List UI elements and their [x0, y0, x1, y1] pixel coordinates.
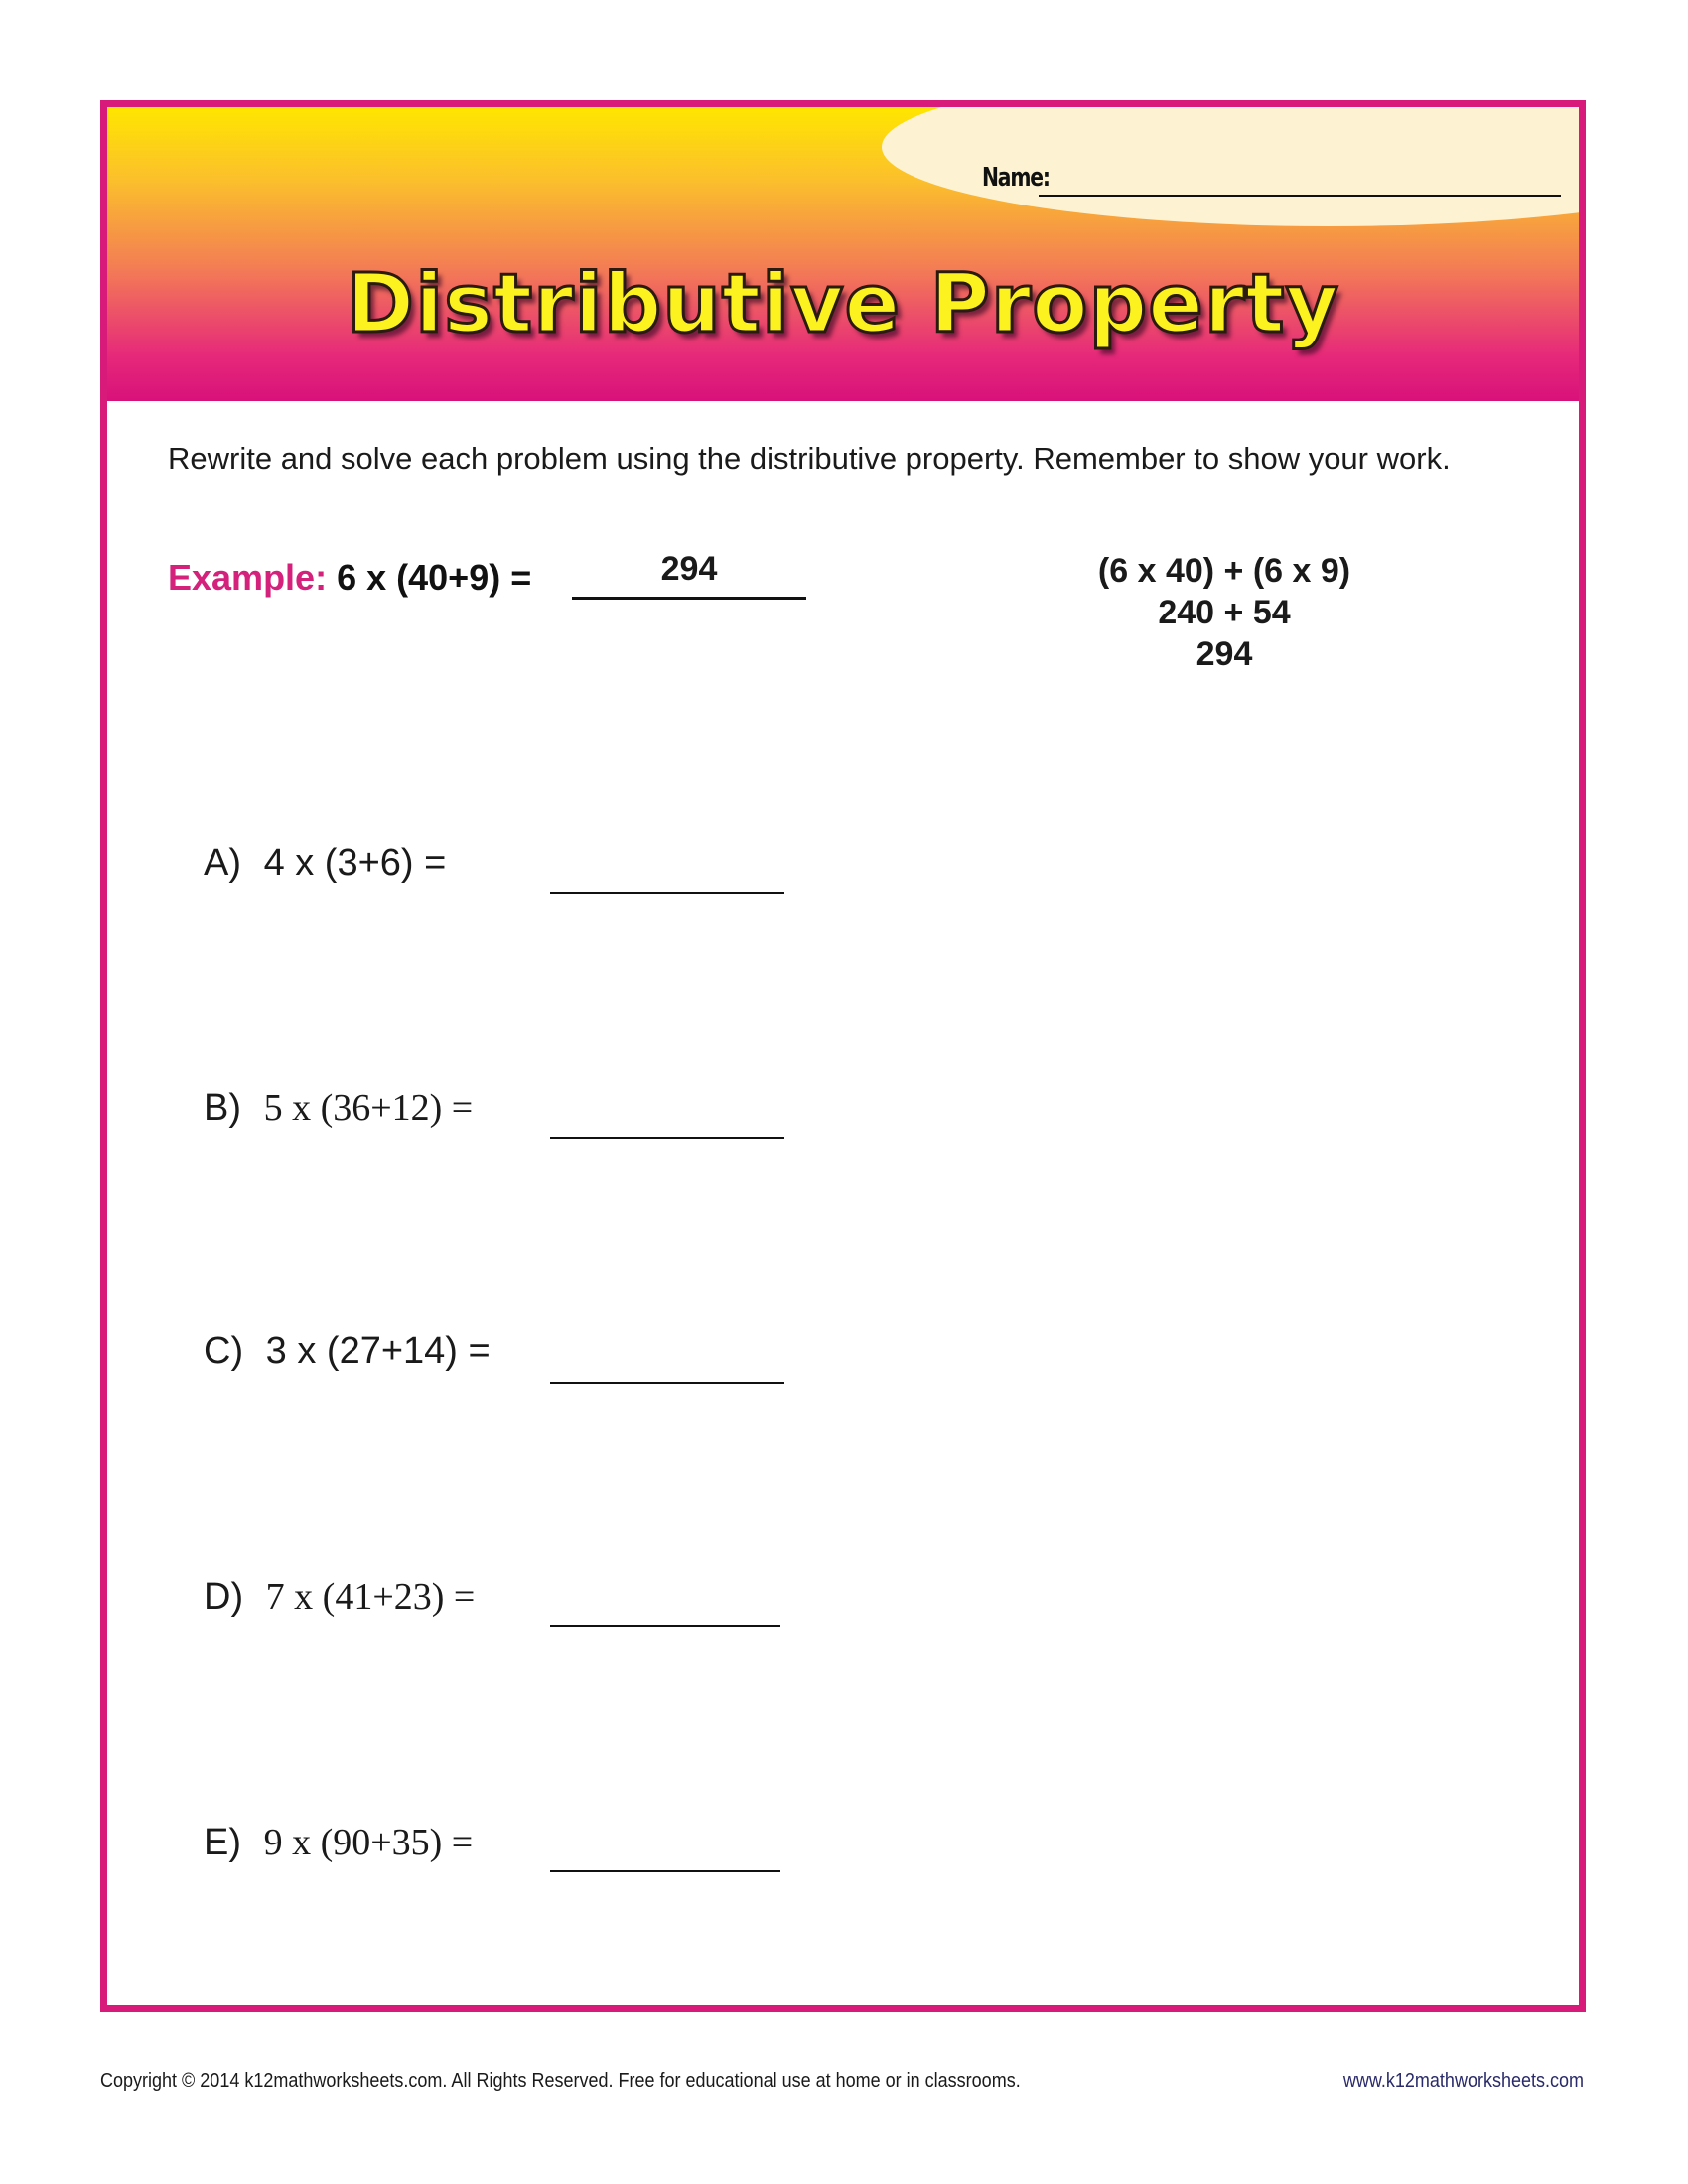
answer-line-e[interactable] — [550, 1870, 780, 1872]
example-expression: 6 x (40+9) = — [337, 557, 532, 598]
answer-line-d[interactable] — [550, 1625, 780, 1627]
problem-expression: 7 x (41+23) = — [265, 1576, 476, 1618]
problem-letter: C) — [204, 1330, 244, 1372]
header-banner — [107, 107, 1579, 401]
problem-b — [204, 1086, 473, 1130]
example-label: Example: — [168, 557, 328, 598]
problem-expression: 3 x (27+14) = — [265, 1330, 491, 1372]
instructions: Rewrite and solve each problem using the distributive property. Remember to show your work. — [168, 441, 1451, 476]
example-work-line: (6 x 40) + (6 x 9) — [1097, 552, 1351, 590]
example-work-line: 240 + 54 — [1158, 594, 1291, 631]
problem-letter: E) — [204, 1822, 241, 1863]
worksheet-body — [107, 401, 1579, 2005]
answer-line-b[interactable] — [550, 1137, 784, 1139]
problem-expression: 9 x (90+35) = — [263, 1822, 474, 1863]
problem-d — [204, 1575, 475, 1619]
name-field-line[interactable] — [1039, 195, 1561, 197]
problem-expression: 5 x (36+12) = — [263, 1087, 474, 1129]
example-work-line: 294 — [1196, 635, 1253, 673]
problem-c — [204, 1330, 491, 1373]
answer-line-a[interactable] — [550, 892, 784, 894]
example-answer: 294 — [572, 552, 806, 600]
worksheet-frame — [100, 100, 1586, 2012]
copyright-notice: Copyright © 2014 k12mathworksheets.com. All Rights Reserved. Free for educational use at home or in classrooms. — [100, 2070, 1021, 2092]
problem-letter: A) — [204, 842, 241, 884]
problem-e — [204, 1821, 473, 1864]
example-problem — [168, 557, 531, 599]
problem-a — [204, 842, 446, 885]
name-label: Name: — [982, 163, 1050, 193]
website-link[interactable]: www.k12mathworksheets.com — [1342, 2070, 1584, 2092]
problem-expression: 4 x (3+6) = — [263, 842, 447, 884]
problem-letter: D) — [204, 1576, 244, 1618]
problem-letter: B) — [204, 1087, 241, 1129]
answer-line-c[interactable] — [550, 1382, 784, 1384]
worksheet-title: Distributive Property — [347, 257, 1339, 351]
example-work — [1021, 550, 1428, 675]
